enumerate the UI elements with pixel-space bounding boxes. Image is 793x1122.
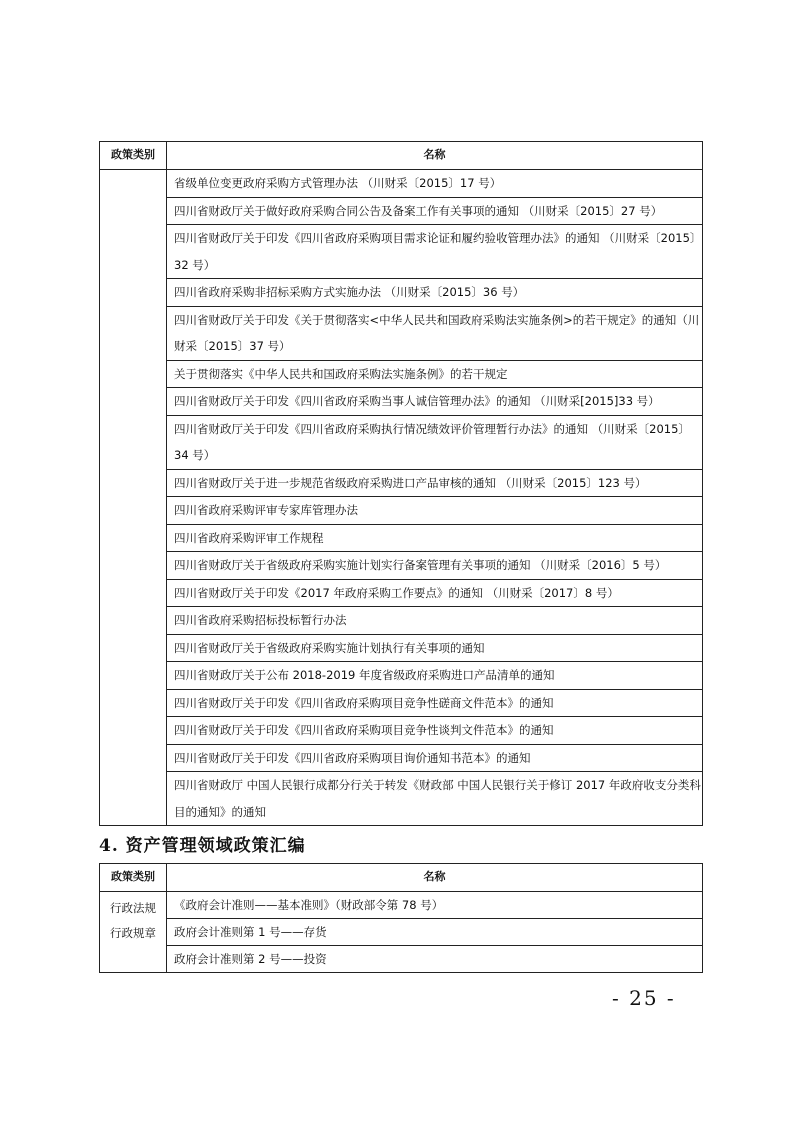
table-row — [100, 360, 703, 388]
table-row — [100, 579, 703, 607]
policy-name-cell: 四川省政府采购招标投标暂行办法 — [167, 607, 703, 635]
policy-name-cell: 四川省政府采购非招标采购方式实施办法 （川财采〔2015〕36 号） — [167, 279, 703, 307]
table-row — [100, 744, 703, 772]
category-cell — [100, 891, 167, 972]
policy-name-cell: 政府会计准则第 1 号——存货 — [167, 918, 703, 945]
table-row — [100, 388, 703, 416]
table-header-row — [100, 142, 703, 170]
table-row — [100, 170, 703, 198]
table-row — [100, 225, 703, 279]
column-header-name: 名称 — [167, 142, 703, 170]
policy-name-cell: 四川省财政厅关于公布 2018-2019 年度省级政府采购进口产品清单的通知 — [167, 662, 703, 690]
policy-name-cell: 四川省财政厅关于省级政府采购实施计划实行备案管理有关事项的通知 （川财采〔2016〕5 号） — [167, 552, 703, 580]
policy-name-cell: 四川省财政厅关于省级政府采购实施计划执行有关事项的通知 — [167, 634, 703, 662]
policy-name-cell: 四川省财政厅关于做好政府采购合同公告及备案工作有关事项的通知 （川财采〔2015〕27 号） — [167, 197, 703, 225]
table-row — [100, 415, 703, 469]
policy-name-cell: 四川省财政厅关于印发《2017 年政府采购工作要点》的通知 （川财采〔2017〕8 号） — [167, 579, 703, 607]
column-header-name: 名称 — [167, 864, 703, 892]
asset-policy-table — [99, 863, 703, 973]
procurement-policy-table — [99, 141, 703, 826]
table-row — [100, 918, 703, 945]
category-cell — [100, 170, 167, 826]
category-label: 行政规章 — [110, 925, 156, 940]
table-row — [100, 279, 703, 307]
policy-name-cell: 四川省财政厅关于印发《四川省政府采购项目竞争性谈判文件范本》的通知 — [167, 717, 703, 745]
table-row — [100, 497, 703, 525]
page-number: - 25 - — [612, 986, 676, 1010]
policy-name-cell: 四川省财政厅关于进一步规范省级政府采购进口产品审核的通知 （川财采〔2015〕123 号） — [167, 469, 703, 497]
table-row — [100, 772, 703, 826]
column-header-category: 政策类别 — [100, 864, 167, 892]
category-label: 行政法规 — [110, 900, 156, 915]
table-row — [100, 469, 703, 497]
table-row — [100, 689, 703, 717]
table-row — [100, 306, 703, 360]
section-heading: 4. 资产管理领域政策汇编 — [99, 836, 306, 856]
column-header-category: 政策类别 — [100, 142, 167, 170]
policy-name-cell: 四川省财政厅关于印发《四川省政府采购项目需求论证和履约验收管理办法》的通知 （川财采〔2015〕32 号） — [167, 225, 703, 279]
policy-name-cell: 四川省财政厅关于印发《关于贯彻落实<中华人民共和国政府采购法实施条例>的若干规定》的通知（川财采〔2015〕37 号） — [167, 306, 703, 360]
policy-name-cell: 《政府会计准则——基本准则》（财政部令第 78 号） — [167, 891, 703, 918]
policy-name-cell: 四川省财政厅 中国人民银行成都分行关于转发《财政部 中国人民银行关于修订 2017 年政府收支分类科目的通知》的通知 — [167, 772, 703, 826]
policy-name-cell: 省级单位变更政府采购方式管理办法 （川财采〔2015〕17 号） — [167, 170, 703, 198]
table-row — [100, 634, 703, 662]
table-row — [100, 891, 703, 918]
policy-name-cell: 四川省政府采购评审专家库管理办法 — [167, 497, 703, 525]
policy-name-cell: 四川省政府采购评审工作规程 — [167, 524, 703, 552]
policy-name-cell: 四川省财政厅关于印发《四川省政府采购当事人诚信管理办法》的通知 （川财采[2015]33 号） — [167, 388, 703, 416]
table-row — [100, 717, 703, 745]
policy-name-cell: 四川省财政厅关于印发《四川省政府采购执行情况绩效评价管理暂行办法》的通知 （川财采〔2015〕34 号） — [167, 415, 703, 469]
table-row — [100, 607, 703, 635]
policy-name-cell: 政府会计准则第 2 号——投资 — [167, 945, 703, 972]
table-row — [100, 197, 703, 225]
policy-name-cell: 关于贯彻落实《中华人民共和国政府采购法实施条例》的若干规定 — [167, 360, 703, 388]
policy-name-cell: 四川省财政厅关于印发《四川省政府采购项目竞争性磋商文件范本》的通知 — [167, 689, 703, 717]
table-header-row — [100, 864, 703, 892]
table-row — [100, 552, 703, 580]
policy-name-cell: 四川省财政厅关于印发《四川省政府采购项目询价通知书范本》的通知 — [167, 744, 703, 772]
table-row — [100, 662, 703, 690]
table-row — [100, 945, 703, 972]
table-row — [100, 524, 703, 552]
